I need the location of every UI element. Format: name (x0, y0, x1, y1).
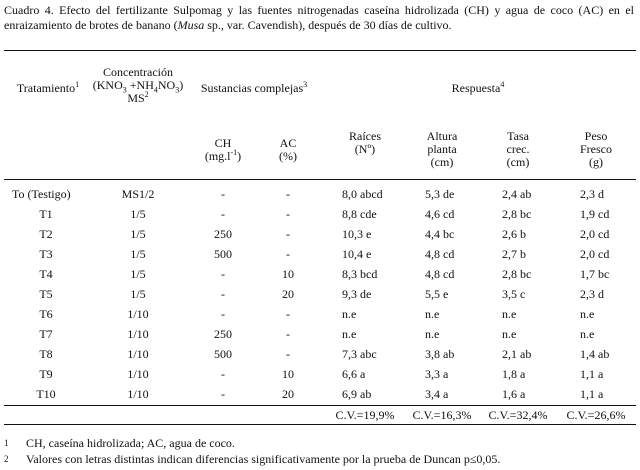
cell-tasa: 2,7 b (502, 247, 526, 261)
cell-raices: 6,9 ab (342, 387, 372, 401)
cell-altura: 3,8 ab (425, 347, 455, 361)
cell-altura: 4,8 cd (425, 267, 455, 281)
cell-ch: - (221, 187, 225, 201)
cell-ac: - (286, 347, 290, 361)
cell-ac: 10 (282, 267, 294, 281)
header-raices: Raíces (Nº) (349, 129, 381, 156)
cell-concentracion: 1/10 (127, 367, 149, 381)
table-caption (4, 3, 634, 33)
cell-altura: 4,8 cd (425, 247, 455, 261)
table-row (0, 305, 640, 323)
cell-altura: 5,5 e (425, 287, 449, 301)
header-peso: Peso Fresco (g) (580, 129, 612, 169)
table-row (0, 205, 640, 223)
cell-tasa: 2,8 bc (502, 267, 532, 281)
cell-raices: 7,3 abc (342, 347, 377, 361)
cell-raices: 10,4 e (342, 247, 372, 261)
header-bottom-rule (4, 179, 636, 180)
cell-raices: 6,6 a (342, 367, 366, 381)
cell-concentracion: 1/10 (127, 307, 149, 321)
cell-ac: 20 (282, 287, 294, 301)
cell-tratamiento: T6 (39, 307, 53, 321)
cell-ch: - (221, 287, 225, 301)
cell-tratamiento: T9 (39, 367, 53, 381)
cell-concentracion: 1/5 (130, 207, 146, 221)
header-concentracion: Concentración $(KNO_3 +NH_4NO_3)$ $MS^2$ (92, 65, 184, 105)
cell-altura: 4,4 bc (425, 227, 455, 241)
caption-prefix: Cuadro 4. Efecto del fertilizante Sulpomag y las fuentes nitrogenadas caseína hidrolizada (CH) y agua de coco (AC) en el enraizamiento de brotes de banano ( (4, 3, 634, 32)
cv-altura: C.V.=16,3% (412, 408, 472, 422)
cell-ch: 500 (214, 247, 232, 261)
cell-ch: - (221, 207, 225, 221)
table-row (0, 325, 640, 343)
cell-ac: - (286, 327, 290, 341)
cell-concentracion: 1/5 (130, 287, 146, 301)
cell-ch: 250 (214, 227, 232, 241)
cell-peso: 1,9 cd (580, 207, 610, 221)
cell-tasa: n.e (502, 327, 517, 341)
cell-ch: - (221, 267, 225, 281)
cell-tratamiento: T5 (39, 287, 53, 301)
table-row (0, 245, 640, 263)
footnote-2: 2 Valores con letras distintas indican diferencias significativamente por la prueba de Duncan p≤0,05. (4, 452, 501, 466)
cell-altura: 4,6 cd (425, 207, 455, 221)
cell-concentracion: 1/10 (127, 387, 149, 401)
cell-raices: n.e (342, 307, 357, 321)
cell-peso: 2,3 d (580, 187, 604, 201)
cell-tasa: 2,4 ab (502, 187, 532, 201)
header-tratamiento: Tratamiento$^1$ (16, 80, 80, 95)
cell-altura: n.e (425, 327, 440, 341)
cv-peso: C.V.=26,6% (566, 408, 626, 422)
table-row (0, 385, 640, 403)
cv-raices: C.V.=19,9% (335, 408, 395, 422)
cell-tratamiento: T4 (39, 267, 53, 281)
cell-concentracion: 1/5 (130, 247, 146, 261)
cell-tratamiento: T8 (39, 347, 53, 361)
cell-concentracion: 1/10 (127, 327, 149, 341)
cell-ac: - (286, 247, 290, 261)
cell-raices: 9,3 de (342, 287, 372, 301)
cell-ac: - (286, 227, 290, 241)
cell-peso: 2,3 d (580, 287, 604, 301)
cell-peso: n.e (580, 327, 595, 341)
cell-raices: 8,8 cde (342, 207, 377, 221)
caption-suffix: sp., var. Cavendish), después de 30 días de cultivo. (204, 18, 452, 32)
cell-peso: 1,1 a (580, 387, 604, 401)
header-tasa: Tasa crec. (cm) (506, 129, 530, 169)
cell-raices: 10,3 e (342, 227, 372, 241)
caption-species: Musa (177, 18, 205, 32)
cell-tasa: 2,8 bc (502, 207, 532, 221)
cell-tasa: 3,5 c (502, 287, 526, 301)
cell-tratamiento: T7 (39, 327, 53, 341)
cell-ch: 250 (214, 327, 232, 341)
header-altura: Altura planta (cm) (426, 129, 458, 169)
table-row (0, 345, 640, 363)
table-body-rule (4, 405, 636, 406)
header-ac: AC (%) (279, 136, 297, 163)
table-row (0, 185, 640, 203)
cell-tasa: 1,8 a (502, 367, 526, 381)
cell-tratamiento: T1 (39, 207, 53, 221)
table-row (0, 365, 640, 383)
cell-peso: 1,4 ab (580, 347, 610, 361)
cell-tasa: 2,6 b (502, 227, 526, 241)
cell-peso: 1,1 a (580, 367, 604, 381)
cell-tratamiento: T3 (39, 247, 53, 261)
cell-ch: - (221, 387, 225, 401)
cell-ac: 10 (282, 367, 294, 381)
table-row (0, 225, 640, 243)
cell-tasa: 1,6 a (502, 387, 526, 401)
cell-tratamiento: T10 (36, 387, 56, 401)
cell-peso: 1,7 bc (580, 267, 610, 281)
cell-altura: 3,3 a (425, 367, 449, 381)
cell-tasa: 2,1 ab (502, 347, 532, 361)
cell-altura: n.e (425, 307, 440, 321)
cell-raices: 8,0 abcd (342, 187, 383, 201)
cell-concentracion: 1/10 (127, 347, 149, 361)
footnote-1: 1 CH, caseína hidrolizada; AC, agua de coco. (4, 436, 235, 450)
cell-ac: - (286, 207, 290, 221)
table-row (0, 265, 640, 283)
table-row (0, 285, 640, 303)
cell-concentracion: 1/5 (130, 267, 146, 281)
cell-raices: n.e (342, 327, 357, 341)
cell-peso: 2,0 cd (580, 227, 610, 241)
header-sustancias: Sustancias complejas$^3$ (200, 80, 308, 95)
cell-tasa: n.e (502, 307, 517, 321)
cell-concentracion: MS1/2 (121, 187, 155, 201)
cell-tratamiento: To (Testigo) (12, 187, 71, 201)
table-top-rule (4, 50, 636, 51)
cell-tratamiento: T2 (39, 227, 53, 241)
table-bottom-rule (4, 424, 636, 425)
cell-ac: - (286, 187, 290, 201)
header-ch: CH $(mg.l^{-1})$ (204, 136, 242, 163)
cell-ch: 500 (214, 347, 232, 361)
cell-peso: 2,0 cd (580, 247, 610, 261)
cell-ac: - (286, 307, 290, 321)
cell-altura: 5,3 de (425, 187, 455, 201)
cell-altura: 3,4 a (425, 387, 449, 401)
cell-ac: 20 (282, 387, 294, 401)
header-respuesta: Respuesta$^4$ (451, 80, 505, 95)
cell-ch: - (221, 307, 225, 321)
cell-peso: n.e (580, 307, 595, 321)
cv-tasa: C.V.=32,4% (488, 408, 548, 422)
cell-raices: 8,3 bcd (342, 267, 378, 281)
cell-concentracion: 1/5 (130, 227, 146, 241)
cell-ch: - (221, 367, 225, 381)
